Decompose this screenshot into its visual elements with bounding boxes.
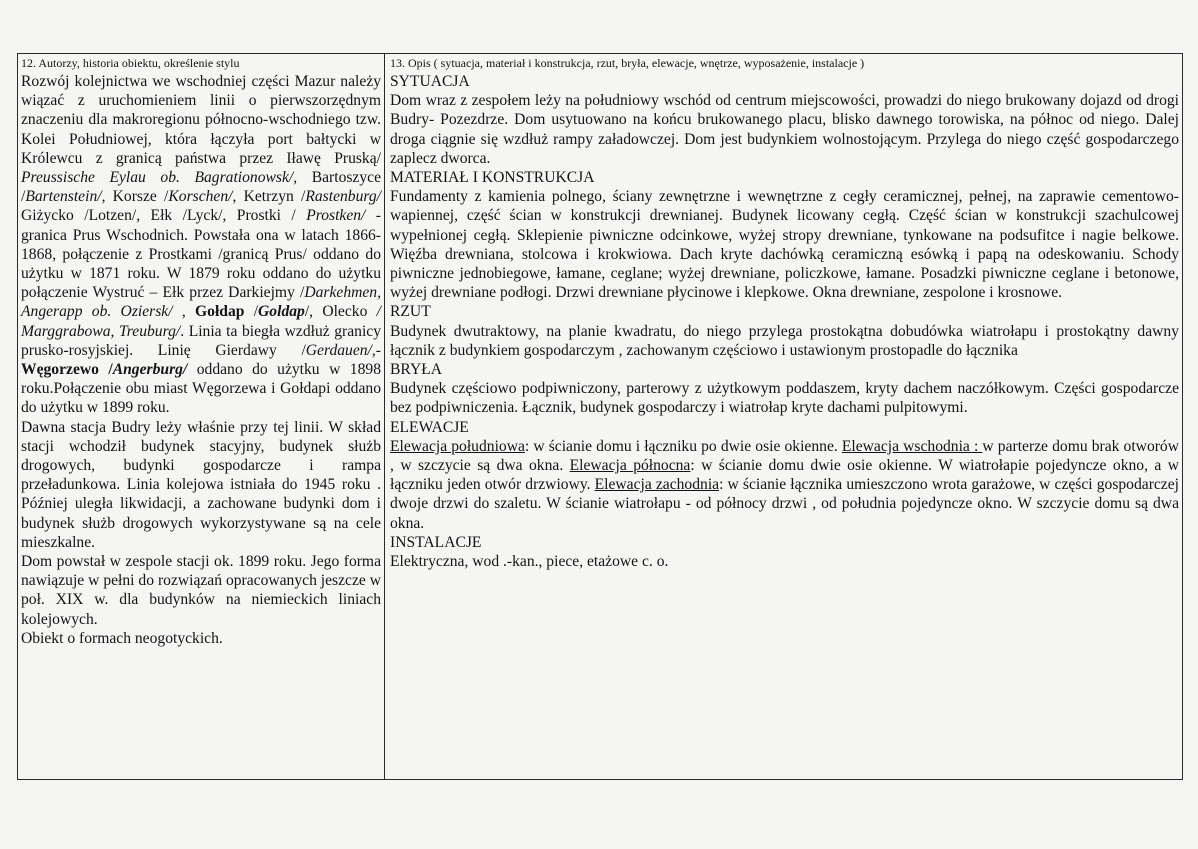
text: Preussische Eylau ob. Bagrationowsk/ xyxy=(21,169,294,187)
text: Goldap xyxy=(258,303,305,321)
text: Darkehmen, Angerapp ob. Oziersk/ xyxy=(21,284,381,321)
text: - granica Prus Wschodnich. Powstała ona w latach 1866-1868, połączenie z Prostkami /granicą Prus/ oddano do użytku w 1871 roku. W 1879 roku oddano do użytku połączenie Wystruć – Ełk przez Darkiejmy / xyxy=(21,207,381,302)
rzut-text: Budynek dwutraktowy, na planie kwadratu, do niego przylega prostokątna dobudówka wiatrołapu i prostokątny dawny łącznik z budynkiem gospodarczym , zachowanym częściowo i ustawionym prostopadle do łącznika xyxy=(390,322,1179,359)
history-paragraph-4: Obiekt o formach neogotyckich. xyxy=(21,629,223,647)
text: /, Olecko xyxy=(304,303,377,321)
sytuacja-title: SYTUACJA xyxy=(390,73,470,90)
text: Elewacja północna xyxy=(569,457,691,475)
section-12-header: 12. Autorzy, historia obiektu, określenie stylu xyxy=(21,56,240,70)
history-paragraph-3: Dom powstał w zespole stacji ok. 1899 roku. Jego forma nawiązuje w pełni do rozwiązań opracowanych jeszcze w poł. XIX w. dla budynków na niemieckich liniach kolejowych. xyxy=(21,553,381,628)
material-text: Fundamenty z kamienia polnego, ściany zewnętrzne i wewnętrzne z cegły ceramicznej, pełnej, na zaprawie cementowo-wapiennej, część ścian w konstrukcji drewnianej. Budynek licowany cegłą. Część ścian w konstrukcji szachulcowej wypełnionej cegłą. Sklepienie piwniczne odcinkowe, wyżej stropy drewniane, tynkowane na podsufitce i nagie belkowe. Więźba drewniana, stolcowa i krokwiowa. Dach kryte dachówką ceramiczną esówką i papą na odeskowaniu. Schody piwniczne jednobiegowe, łamane, ceglane; wyżej drewniane, policzkowe, łamane. Posadzki piwniczne ceglane i betonowe, wyżej drewniane podłogi. Drzwi drewniane płycinowe i klepkowe. Okna drewniane, zespolone i krosnowe. xyxy=(390,188,1179,302)
elewacje-title: ELEWACJE xyxy=(390,418,469,436)
text: Gerdauen/ xyxy=(305,341,372,359)
text: Prostken/ xyxy=(306,207,366,225)
instalacje-text: Elektryczna, wod .-kan., piece, etażowe c. o. xyxy=(390,553,669,571)
text: : w ścianie domu dwie osie okienne. W wiatrołapie pojedyncze okno, a w łączniku jeden otwór drzwiowy. xyxy=(390,457,1179,494)
text: , Korsze / xyxy=(101,188,169,206)
text: ,- xyxy=(371,341,381,359)
text: , Bartoszyce / xyxy=(21,169,381,206)
text: Bartenstein/ xyxy=(25,188,102,206)
column-divider xyxy=(384,53,385,780)
bryla-text: Budynek częściowo podpiwniczony, parterowy z użytkowym poddaszem, kryty dachem naczółkowym. Części gospodarcze bez podpiwniczenia. Łącznik, budynek gospodarczy i wiatrołap kryte dachami pulpitowymi. xyxy=(390,380,1179,417)
text: oddano do użytku w 1898 roku.Połączenie obu miast Węgorzewa i Gołdapi oddano do użytku w 1899 roku. xyxy=(21,361,381,417)
text: Elewacja południowa xyxy=(390,437,525,455)
sytuacja-text: Dom wraz z zespołem leży na południowy wschód od centrum miejscowości, prowadzi do niego brukowany dojazd od drogi Budry- Pozezdrze. Dom usytuowano na końcu brukowanego placu, blisko dawnego torowiska, na północ od niego. Dalej droga ciągnie się wzdłuż rampy załadowczej. Dom jest budynkiem wolnostojącym. Przylega do niego część gospodarczego zaplecz dworca. xyxy=(390,92,1179,167)
instalacje-title: INSTALACJE xyxy=(390,533,482,551)
text: Elewacja zachodnia xyxy=(594,476,720,494)
history-paragraph-1 xyxy=(21,72,381,418)
text: / xyxy=(244,303,259,321)
text: Gołdap xyxy=(195,303,245,321)
text: / Marggrabowa, Treuburg/ xyxy=(21,303,382,340)
text: Elewacja wschodnia : xyxy=(841,437,983,455)
description-column xyxy=(390,56,1179,571)
elewacje-text xyxy=(390,437,1179,533)
text: Rastenburg/ xyxy=(305,188,381,206)
history-column xyxy=(21,56,381,648)
text: Korschen/ xyxy=(168,188,233,206)
text: Giżycko /Lotzen/, Ełk /Lyck/, Prostki / xyxy=(21,207,307,225)
text: w parterze domu brak otworów , w szczycie są dwa okna. xyxy=(390,437,1179,475)
text: : w ścianie domu i łączniku po dwie osie okienne. xyxy=(524,437,842,455)
material-title: MATERIAŁ I KONSTRUKCJA xyxy=(390,169,595,187)
rzut-title: RZUT xyxy=(390,303,431,321)
text: Rozwój kolejnictwa we wschodniej części Mazur należy wiązać z uruchomieniem linii o pierwszorzędnym znaczeniu dla makroregionu północno-wschodniego tzw. Kolei Południowej, która łączyła port bałtycki w Królewcu z granicą państwa przez Iławę Pruską/ xyxy=(21,73,381,167)
text: , xyxy=(172,303,196,321)
text: : w ścianie łącznika umieszczono wrota garażowe, w części gospodarczej dwoje drzwi do szaletu. W ścianie wiatrołapu - od północy drzwi , od południa pojedyncze okno. W szczycie domu są dwa okna. xyxy=(390,476,1179,532)
text: Angerburg/ xyxy=(112,361,188,379)
bryla-title: BRYŁA xyxy=(390,361,442,379)
text: , Ketrzyn / xyxy=(232,188,306,206)
text: . Linia ta biegła wzdłuż granicy prusko-rosyjskiej. Linię Gierdawy / xyxy=(21,322,381,359)
section-13-header: 13. Opis ( sytuacja, materiał i konstrukcja, rzut, bryła, elewacje, wnętrze, wyposażenie, instalacje ) xyxy=(390,56,865,70)
text: Węgorzewo / xyxy=(21,361,113,379)
history-paragraph-2: Dawna stacja Budry leży właśnie przy tej linii. W skład stacji wchodził budynek stacyjny, budynek służb drogowych, budynki gospodarcze i rampa przeładunkowa. Linia kolejowa istniała do 1945 roku . Później uległa likwidacji, a zachowane budynki dom i budynek służb drogowych wykorzystywane są na cele mieszkalne. xyxy=(21,418,381,551)
